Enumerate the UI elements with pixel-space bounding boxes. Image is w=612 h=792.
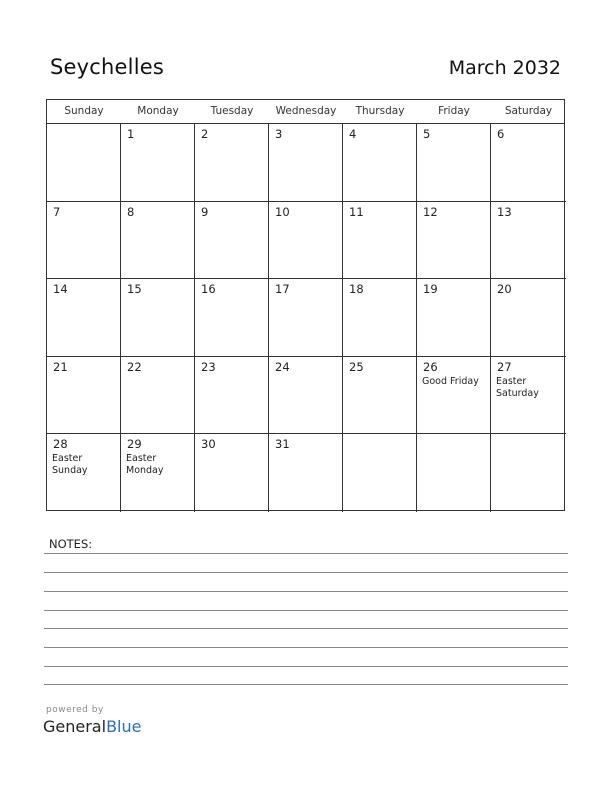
weekday-header-sunday: Sunday <box>64 105 104 117</box>
day-cell <box>47 124 121 202</box>
note-line <box>44 684 568 685</box>
note-line <box>44 553 568 554</box>
day-cell <box>121 434 195 512</box>
day-cell <box>195 279 269 357</box>
day-number: 15 <box>127 282 142 297</box>
day-cell <box>417 202 491 280</box>
brand-blue-text: Blue <box>106 717 142 736</box>
day-number: 9 <box>201 204 209 219</box>
day-cell <box>491 357 566 435</box>
day-number: 25 <box>349 359 364 374</box>
day-cell <box>121 202 195 280</box>
powered-by-text: powered by <box>46 705 104 715</box>
day-number: 16 <box>201 282 216 297</box>
day-number: 23 <box>201 359 216 374</box>
day-cell <box>343 357 417 435</box>
brand-general-text: General <box>43 717 107 736</box>
day-cell <box>47 357 121 435</box>
notes-label: NOTES: <box>49 537 93 551</box>
day-number: 29 <box>127 437 142 452</box>
day-number: 13 <box>497 204 512 219</box>
generalblue-logo <box>43 717 141 736</box>
day-cell <box>269 202 343 280</box>
day-number: 30 <box>201 437 216 452</box>
day-cell <box>343 124 417 202</box>
day-number: 11 <box>349 204 364 219</box>
day-cell <box>195 434 269 512</box>
day-number: 7 <box>53 204 61 219</box>
day-cell <box>491 124 566 202</box>
day-cell <box>491 434 566 512</box>
day-number: 24 <box>275 359 290 374</box>
day-cell <box>269 434 343 512</box>
day-cell <box>417 434 491 512</box>
day-number: 22 <box>127 359 142 374</box>
day-number: 28 <box>53 437 68 452</box>
day-cell <box>195 202 269 280</box>
weekday-header-wednesday: Wednesday <box>275 105 337 117</box>
day-number: 26 <box>423 359 438 374</box>
holiday-label: Easter Sunday <box>52 453 88 477</box>
note-line <box>44 610 568 611</box>
day-cell <box>195 124 269 202</box>
day-cell <box>269 279 343 357</box>
day-number: 5 <box>423 127 431 141</box>
day-number: 6 <box>497 127 505 141</box>
month-year-title: March 2032 <box>448 57 561 79</box>
holiday-label: Easter Saturday <box>496 375 539 399</box>
day-cell <box>47 434 121 512</box>
weekday-header-row <box>47 100 564 124</box>
day-cell <box>121 279 195 357</box>
day-cell <box>121 124 195 202</box>
day-cell <box>417 279 491 357</box>
day-number: 10 <box>275 204 290 219</box>
note-line <box>44 666 568 667</box>
weekday-header-saturday: Saturday <box>504 105 553 117</box>
weekday-header-thursday: Thursday <box>355 105 405 117</box>
day-number: 31 <box>275 437 290 452</box>
day-number: 20 <box>497 282 512 297</box>
day-cell <box>269 124 343 202</box>
day-number: 21 <box>53 359 68 374</box>
day-number: 4 <box>349 127 357 141</box>
note-line <box>44 628 568 629</box>
day-number: 1 <box>127 127 135 141</box>
day-number: 8 <box>127 204 135 219</box>
day-cell <box>47 202 121 280</box>
day-cell <box>417 124 491 202</box>
day-number: 18 <box>349 282 364 297</box>
weekday-header-friday: Friday <box>438 105 470 117</box>
note-line <box>44 591 568 592</box>
day-cell <box>491 279 566 357</box>
day-cell <box>269 357 343 435</box>
day-cell <box>343 202 417 280</box>
weekday-header-tuesday: Tuesday <box>210 105 254 117</box>
day-number: 17 <box>275 282 290 297</box>
holiday-label: Easter Monday <box>126 453 164 477</box>
weekday-header-monday: Monday <box>137 105 179 117</box>
day-cell <box>343 434 417 512</box>
day-cell <box>343 279 417 357</box>
day-number: 27 <box>497 359 512 374</box>
day-number: 19 <box>423 282 438 297</box>
note-line <box>44 572 568 573</box>
day-cell <box>195 357 269 435</box>
day-number: 3 <box>275 127 283 141</box>
country-title: Seychelles <box>50 55 164 79</box>
day-number: 12 <box>423 204 438 219</box>
day-number: 14 <box>53 282 68 297</box>
day-cell <box>47 279 121 357</box>
day-cell <box>417 357 491 435</box>
day-number: 2 <box>201 127 209 141</box>
calendar-grid <box>46 99 565 511</box>
holiday-label: Good Friday <box>422 375 479 387</box>
day-cell <box>121 357 195 435</box>
note-line <box>44 647 568 648</box>
day-cell <box>491 202 566 280</box>
